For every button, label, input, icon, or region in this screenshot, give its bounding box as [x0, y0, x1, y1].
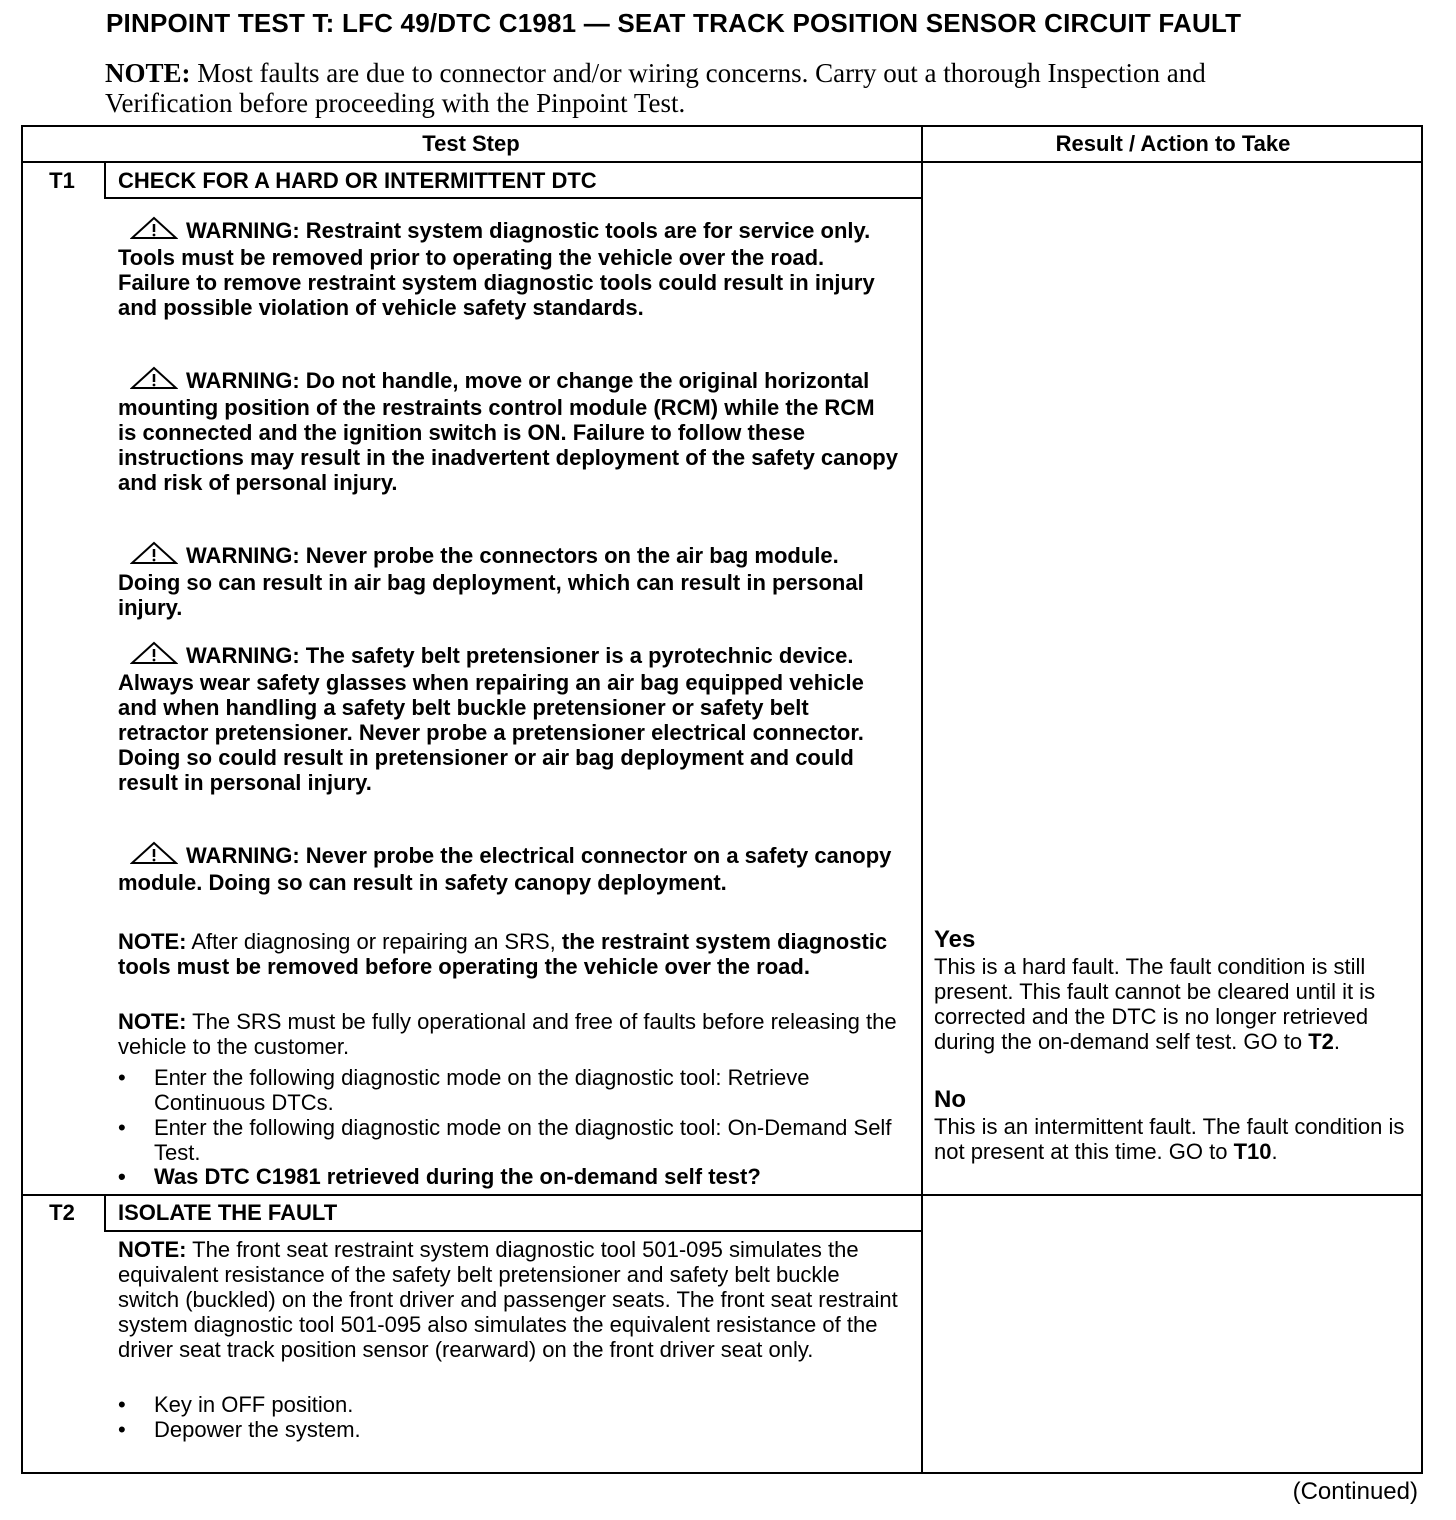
- bullet-mark: •: [118, 1164, 126, 1189]
- continued-label: (Continued): [1292, 1478, 1418, 1505]
- intro-note-label: NOTE:: [105, 58, 191, 88]
- column-header-result: Result / Action to Take: [1055, 131, 1291, 156]
- result-yes-heading: Yes: [934, 926, 976, 953]
- result-no-text: This is an intermittent fault. The fault condition is not present at this time. GO to: [934, 1114, 1405, 1164]
- warning-text: WARNING: Never probe the connectors on the air bag module. Doing so can result in air bag deployment, which can result in personal injury.: [118, 543, 864, 620]
- result-no-end: .: [1271, 1139, 1278, 1164]
- bullet-text: Enter the following diagnostic mode on the diagnostic tool: On-Demand Self Test.: [154, 1115, 892, 1165]
- t1-bullet: [118, 1115, 898, 1165]
- warning-triangle-icon: [130, 366, 178, 395]
- page-title: PINPOINT TEST T: LFC 49/DTC C1981 — SEAT TRACK POSITION SENSOR CIRCUIT FAULT: [106, 8, 1242, 38]
- warning-text: WARNING: Restraint system diagnostic tools are for service only. Tools must be removed prior to operating the vehicle over the road. Failure to remove restraint system diagnostic tools could result in injury and possible violation of vehicle safety standards.: [118, 218, 875, 320]
- result-yes-text: This is a hard fault. The fault condition is still present. This fault cannot be cleared until it is corrected and the DTC is no longer retrieved during the on-demand self test. GO to: [934, 954, 1376, 1054]
- step-id-t1: T1: [49, 168, 75, 193]
- bullet-text: Depower the system.: [154, 1417, 361, 1442]
- warning-triangle-icon: [130, 216, 178, 245]
- bullet-mark: •: [118, 1065, 126, 1090]
- warning-text: WARNING: Do not handle, move or change the original horizontal mounting position of the restraints control module (RCM) while the RCM is connected and the ignition switch is ON. Failure to follow these instructions may result in the inadvertent deployment of the safety canopy and risk of personal injury.: [118, 368, 898, 495]
- bullet-mark: •: [118, 1115, 126, 1140]
- warning-text: WARNING: Never probe the electrical connector on a safety canopy module. Doing so can result in safety canopy deployment.: [118, 843, 892, 895]
- note-label: NOTE:: [118, 1237, 187, 1262]
- goto-link-t10[interactable]: T10: [1233, 1139, 1272, 1164]
- note-text: After diagnosing or repairing an SRS,: [186, 929, 562, 954]
- bullet-mark: •: [118, 1392, 126, 1417]
- t1-result-no: [934, 1086, 1418, 1164]
- note-label: NOTE:: [118, 929, 187, 954]
- t1-bullet-question: [118, 1164, 898, 1189]
- note-text: The front seat restraint system diagnostic tool 501-095 simulates the equivalent resistance of the safety belt pretensioner and safety belt buckle switch (buckled) on the front driver and passenger seats. The front seat restraint system diagnostic tool 501-095 also simulates the equivalent resistance of the driver seat track position sensor (rearward) on the front driver seat only.: [118, 1237, 898, 1362]
- bullet-text: Enter the following diagnostic mode on the diagnostic tool: Retrieve Continuous DTCs.: [154, 1065, 810, 1115]
- t2-bullet: [118, 1392, 898, 1417]
- step-title-t2: ISOLATE THE FAULT: [118, 1200, 338, 1225]
- column-divider: [921, 125, 923, 1474]
- t2-note: [118, 1237, 898, 1362]
- bullet-mark: •: [118, 1417, 126, 1442]
- intro-note: [105, 58, 1305, 118]
- warning-block: [118, 541, 898, 620]
- step-title-t1: CHECK FOR A HARD OR INTERMITTENT DTC: [118, 168, 597, 193]
- bullet-text: Key in OFF position.: [154, 1392, 354, 1417]
- t2-title-underline: [104, 1230, 922, 1232]
- row-divider-t1-t2: [21, 1194, 1423, 1196]
- t1-note-srs: [118, 1009, 898, 1059]
- t1-bullet: [118, 1065, 898, 1115]
- column-header-test-step: Test Step: [422, 131, 520, 156]
- t2-id-divider: [104, 1194, 106, 1232]
- intro-note-text: Most faults are due to connector and/or wiring concerns. Carry out a thorough Inspection and Verification before proceeding with the Pinpoint Test.: [105, 58, 1206, 118]
- result-yes-end: .: [1333, 1029, 1341, 1054]
- t1-id-divider: [104, 161, 106, 199]
- warning-triangle-icon: [130, 641, 178, 670]
- note-bold-text: the restraint system diagnostic tools must be removed before operating the vehicle over the road.: [118, 929, 888, 979]
- step-id-t2: T2: [49, 1200, 75, 1225]
- warning-triangle-icon: [130, 541, 178, 570]
- header-divider: [21, 161, 1423, 163]
- warning-block: [118, 841, 898, 895]
- t1-note-tools: [118, 929, 898, 979]
- note-text: The SRS must be fully operational and free of faults before releasing the vehicle to the customer.: [118, 1009, 897, 1059]
- warning-block: [118, 366, 898, 495]
- result-no-heading: No: [934, 1086, 966, 1113]
- bullet-text: Was DTC C1981 retrieved during the on-demand self test?: [154, 1164, 761, 1189]
- warning-block: [118, 216, 898, 320]
- warning-triangle-icon: [130, 841, 178, 870]
- t1-result-yes: [934, 926, 1418, 1054]
- warning-text: WARNING: The safety belt pretensioner is a pyrotechnic device. Always wear safety glasses when repairing an air bag equipped vehicle and when handling a safety belt buckle pretensioner or safety belt retractor pretensioner. Never probe a pretensioner electrical connector. Doing so could result in pretensioner or air bag deployment and could result in personal injury.: [118, 643, 864, 795]
- goto-link-t2[interactable]: T2: [1308, 1029, 1334, 1054]
- warning-block: [118, 641, 898, 795]
- note-label: NOTE:: [118, 1009, 187, 1034]
- t2-bullet: [118, 1417, 898, 1442]
- t1-title-underline: [104, 197, 922, 199]
